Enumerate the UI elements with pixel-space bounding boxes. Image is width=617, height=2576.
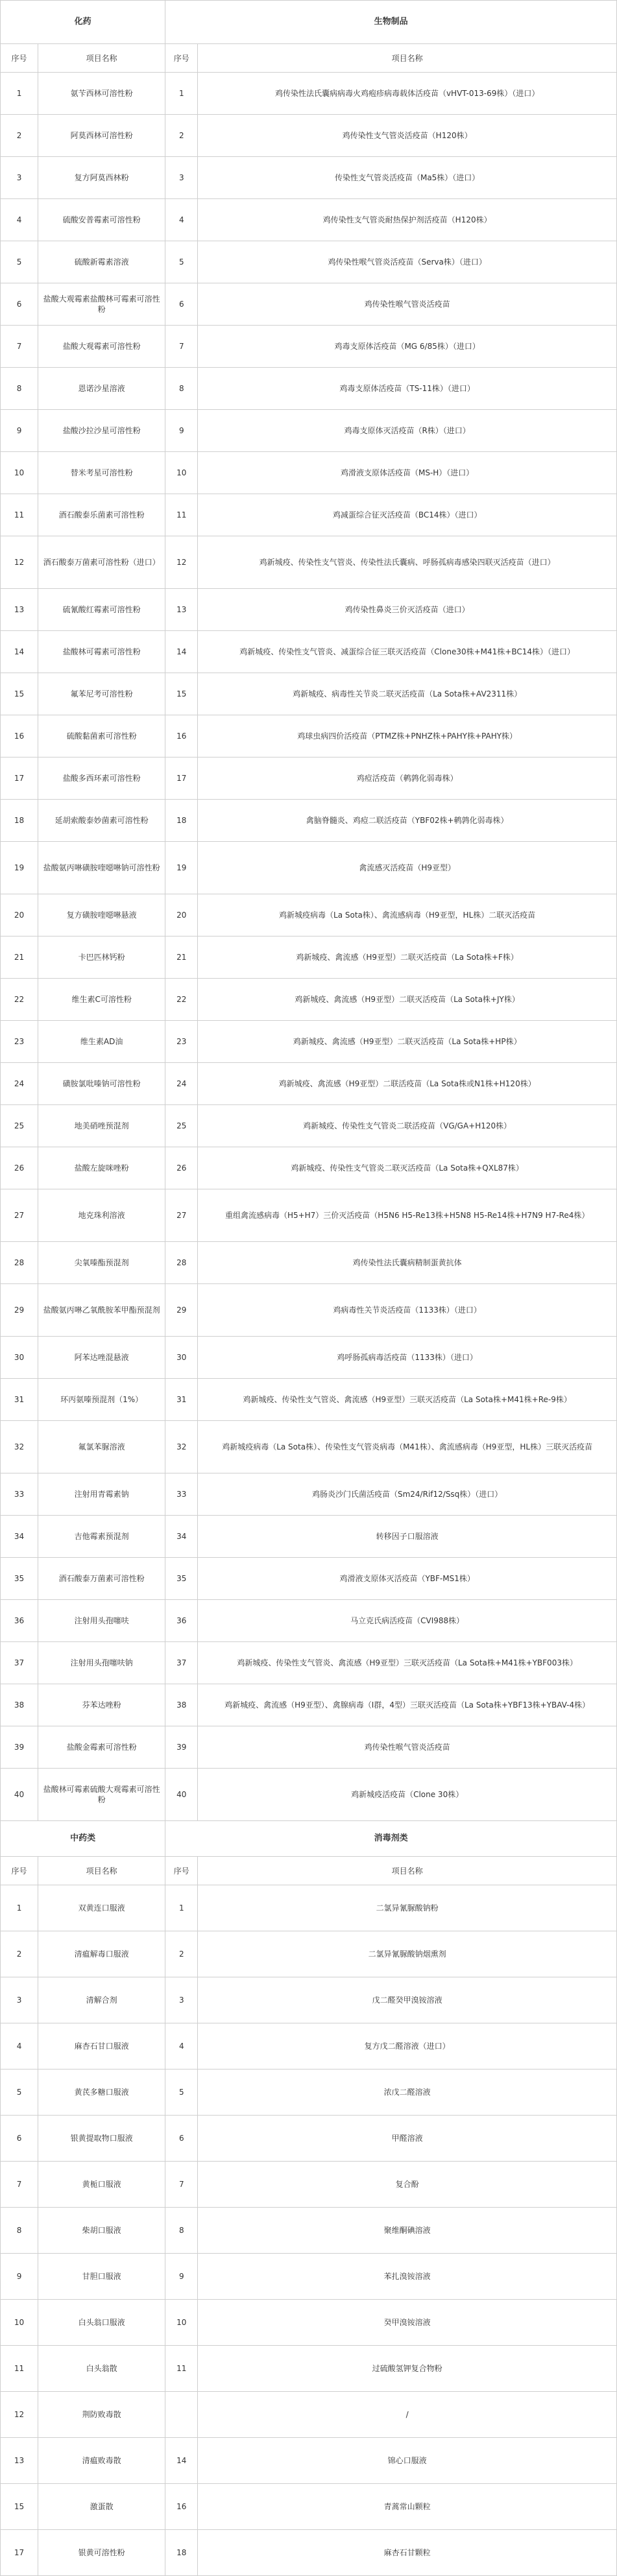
chem-row-number: 2 xyxy=(1,115,38,157)
tcm-item-name: 黄芪多糖口服液 xyxy=(38,2069,165,2116)
chem-item-name: 盐酸大观霉素盐酸林可霉素可溶性粉 xyxy=(38,283,165,326)
disinfectant-row-number: 7 xyxy=(165,2162,198,2208)
chem-item-name: 阿莫西林可溶性粉 xyxy=(38,115,165,157)
bio-row-number: 3 xyxy=(165,157,198,199)
table-row xyxy=(1,115,617,157)
chem-item-name: 硫氰酸红霉素可溶性粉 xyxy=(38,589,165,631)
table-row xyxy=(1,1726,617,1769)
chem-row-number: 17 xyxy=(1,757,38,800)
disinfectant-row-number: 14 xyxy=(165,2438,198,2484)
chem-item-name: 磺胺氯吡嗪钠可溶性粉 xyxy=(38,1063,165,1105)
chem-item-name: 硫酸黏菌素可溶性粉 xyxy=(38,715,165,757)
disinfectant-row-number: 9 xyxy=(165,2254,198,2300)
chem-item-name: 维生素AD油 xyxy=(38,1021,165,1063)
bio-row-number: 32 xyxy=(165,1421,198,1473)
table-row xyxy=(1,2116,617,2162)
bio-item-name: 鸡新城疫、传染性支气管炎、禽流感（H9亚型）三联灭活疫苗（La Sota株+M41株+YBF003株） xyxy=(198,1642,617,1684)
bio-item-name: 鸡减蛋综合征灭活疫苗（BC14株）（进口） xyxy=(198,494,617,536)
chem-row-number: 13 xyxy=(1,589,38,631)
bio-row-number: 2 xyxy=(165,115,198,157)
col-header-no: 序号 xyxy=(1,44,38,73)
table-row xyxy=(1,2438,617,2484)
table-row xyxy=(1,1516,617,1558)
bio-row-number: 22 xyxy=(165,979,198,1021)
tcm-item-name: 清瘟解毒口服液 xyxy=(38,1931,165,1977)
column-header-row xyxy=(1,1857,617,1885)
bio-row-number: 23 xyxy=(165,1021,198,1063)
bio-row-number: 28 xyxy=(165,1242,198,1284)
column-header-row xyxy=(1,44,617,73)
bio-item-name: 鸡新城疫、传染性支气管炎、传染性法氏囊病、呼肠孤病毒感染四联灭活疫苗（进口） xyxy=(198,536,617,589)
bio-row-number: 37 xyxy=(165,1642,198,1684)
disinfectant-item-name: 二氯异氰脲酸钠烟熏剂 xyxy=(198,1931,617,1977)
bio-row-number: 18 xyxy=(165,800,198,842)
chem-row-number: 19 xyxy=(1,842,38,894)
bio-row-number: 21 xyxy=(165,936,198,979)
bio-row-number: 30 xyxy=(165,1337,198,1379)
bio-item-name: 鸡传染性法氏囊病病毒火鸡疱疹病毒载体活疫苗（vHVT-013-69株）（进口） xyxy=(198,73,617,115)
section-title-chemical: 化药 xyxy=(1,1,165,44)
bio-item-name: 鸡呼肠孤病毒活疫苗（1133株）（进口） xyxy=(198,1337,617,1379)
bio-item-name: 鸡传染性支气管炎活疫苗（H120株） xyxy=(198,115,617,157)
bio-row-number: 25 xyxy=(165,1105,198,1147)
disinfectant-item-name: / xyxy=(198,2392,617,2438)
chem-item-name: 盐酸金霉素可溶性粉 xyxy=(38,1726,165,1769)
bio-item-name: 重组禽流感病毒（H5+H7）三价灭活疫苗（H5N6 H5-Re13株+H5N8 H5-Re14株+H7N9 H7-Re4株） xyxy=(198,1189,617,1242)
chem-item-name: 盐酸沙拉沙星可溶性粉 xyxy=(38,410,165,452)
chem-row-number: 10 xyxy=(1,452,38,494)
tcm-row-number: 8 xyxy=(1,2208,38,2254)
table-row xyxy=(1,283,617,326)
bio-row-number: 17 xyxy=(165,757,198,800)
bio-item-name: 鸡新城疫、传染性支气管炎、减蛋综合征三联灭活疫苗（Clone30株+M41株+BC14株）（进口） xyxy=(198,631,617,673)
disinfectant-row-number: 8 xyxy=(165,2208,198,2254)
bio-item-name: 鸡传染性喉气管炎活疫苗 xyxy=(198,283,617,326)
chem-item-name: 硫酸安普霉素可溶性粉 xyxy=(38,199,165,241)
table-row xyxy=(1,326,617,368)
bio-row-number: 20 xyxy=(165,894,198,936)
col-header-name: 项目名称 xyxy=(38,1857,165,1885)
bio-row-number: 29 xyxy=(165,1284,198,1337)
table-row xyxy=(1,1885,617,1931)
chem-row-number: 26 xyxy=(1,1147,38,1189)
chem-row-number: 25 xyxy=(1,1105,38,1147)
table-row xyxy=(1,1769,617,1821)
chem-row-number: 15 xyxy=(1,673,38,715)
disinfectant-row-number: 2 xyxy=(165,1931,198,1977)
table-row xyxy=(1,842,617,894)
bio-row-number: 27 xyxy=(165,1189,198,1242)
chem-row-number: 20 xyxy=(1,894,38,936)
table-row xyxy=(1,2254,617,2300)
tcm-row-number: 12 xyxy=(1,2392,38,2438)
table-row xyxy=(1,368,617,410)
tcm-item-name: 清瘟败毒散 xyxy=(38,2438,165,2484)
tcm-item-name: 激蛋散 xyxy=(38,2484,165,2530)
chem-item-name: 盐酸林可霉素可溶性粉 xyxy=(38,631,165,673)
table-row xyxy=(1,2023,617,2069)
chem-row-number: 12 xyxy=(1,536,38,589)
tcm-row-number: 4 xyxy=(1,2023,38,2069)
tcm-item-name: 荆防败毒散 xyxy=(38,2392,165,2438)
bio-row-number: 9 xyxy=(165,410,198,452)
table-row xyxy=(1,936,617,979)
chem-item-name: 延胡索酸泰妙菌素可溶性粉 xyxy=(38,800,165,842)
section-title-tcm: 中药类 xyxy=(1,1821,165,1857)
bio-item-name: 鸡新城疫、禽流感（H9亚型）二联活疫苗（La Sota株或N1株+H120株） xyxy=(198,1063,617,1105)
chem-item-name: 硫酸新霉素溶液 xyxy=(38,241,165,283)
chem-item-name: 盐酸左旋咪唑粉 xyxy=(38,1147,165,1189)
disinfectant-item-name: 甲醛溶液 xyxy=(198,2116,617,2162)
table-row xyxy=(1,1105,617,1147)
table-row xyxy=(1,1189,617,1242)
bio-row-number: 40 xyxy=(165,1769,198,1821)
bio-item-name: 鸡球虫病四价活疫苗（PTMZ株+PNHZ株+PAHY株+PAHY株） xyxy=(198,715,617,757)
table-row xyxy=(1,1600,617,1642)
disinfectant-item-name: 复合酚 xyxy=(198,2162,617,2208)
chem-row-number: 27 xyxy=(1,1189,38,1242)
chem-row-number: 11 xyxy=(1,494,38,536)
chem-item-name: 注射用青霉素钠 xyxy=(38,1473,165,1516)
chem-row-number: 8 xyxy=(1,368,38,410)
chem-row-number: 3 xyxy=(1,157,38,199)
table-row xyxy=(1,2208,617,2254)
table-row xyxy=(1,1284,617,1337)
disinfectant-item-name: 癸甲溴铵溶液 xyxy=(198,2300,617,2346)
chem-row-number: 24 xyxy=(1,1063,38,1105)
bio-row-number: 36 xyxy=(165,1600,198,1642)
tcm-row-number: 9 xyxy=(1,2254,38,2300)
disinfectant-row-number: 6 xyxy=(165,2116,198,2162)
table-row xyxy=(1,73,617,115)
chem-row-number: 21 xyxy=(1,936,38,979)
table-row xyxy=(1,2484,617,2530)
table-row xyxy=(1,1558,617,1600)
table-row xyxy=(1,2530,617,2576)
bio-row-number: 8 xyxy=(165,368,198,410)
bio-item-name: 鸡新城疫、传染性支气管炎二联活疫苗（VG/GA+H120株） xyxy=(198,1105,617,1147)
bio-item-name: 马立克氏病活疫苗（CVI988株） xyxy=(198,1600,617,1642)
table-row xyxy=(1,1021,617,1063)
chem-row-number: 22 xyxy=(1,979,38,1021)
table-row xyxy=(1,673,617,715)
col-header-no: 序号 xyxy=(165,44,198,73)
tcm-item-name: 银黄提取物口服液 xyxy=(38,2116,165,2162)
col-header-no: 序号 xyxy=(165,1857,198,1885)
chem-item-name: 盐酸大观霉素可溶性粉 xyxy=(38,326,165,368)
col-header-name: 项目名称 xyxy=(198,1857,617,1885)
chem-row-number: 37 xyxy=(1,1642,38,1684)
table-row xyxy=(1,1684,617,1726)
chem-item-name: 氟氯苯脲溶液 xyxy=(38,1421,165,1473)
chem-row-number: 33 xyxy=(1,1473,38,1516)
chem-item-name: 氨苄西林可溶性粉 xyxy=(38,73,165,115)
tcm-item-name: 黄栀口服液 xyxy=(38,2162,165,2208)
disinfectant-item-name: 过硫酸氢钾复合物粉 xyxy=(198,2346,617,2392)
tcm-row-number: 11 xyxy=(1,2346,38,2392)
bio-item-name: 鸡新城疫、禽流感（H9亚型）二联灭活疫苗（La Sota株+F株） xyxy=(198,936,617,979)
bio-item-name: 鸡新城疫、禽流感（H9亚型）、禽腺病毒（I群，4型）三联灭活疫苗（La Sota株+YBF13株+YBAV-4株） xyxy=(198,1684,617,1726)
table-row xyxy=(1,589,617,631)
col-header-no: 序号 xyxy=(1,1857,38,1885)
chem-item-name: 地克珠利溶液 xyxy=(38,1189,165,1242)
table-row xyxy=(1,536,617,589)
chem-row-number: 28 xyxy=(1,1242,38,1284)
chem-row-number: 9 xyxy=(1,410,38,452)
table-row xyxy=(1,494,617,536)
chem-item-name: 卡巴匹林钙粉 xyxy=(38,936,165,979)
tcm-item-name: 双黄连口服液 xyxy=(38,1885,165,1931)
bio-row-number: 34 xyxy=(165,1516,198,1558)
bio-item-name: 鸡毒支原体活疫苗（MG 6/85株）（进口） xyxy=(198,326,617,368)
section-header-row xyxy=(1,1821,617,1857)
tcm-row-number: 15 xyxy=(1,2484,38,2530)
bio-item-name: 鸡肠炎沙门氏菌活疫苗（Sm24/Rif12/Ssq株）（进口） xyxy=(198,1473,617,1516)
bio-item-name: 鸡新城疫活疫苗（Clone 30株） xyxy=(198,1769,617,1821)
disinfectant-row-number: 1 xyxy=(165,1885,198,1931)
disinfectant-item-name: 锦心口服液 xyxy=(198,2438,617,2484)
bio-item-name: 鸡新城疫、禽流感（H9亚型）二联灭活疫苗（La Sota株+HP株） xyxy=(198,1021,617,1063)
chem-item-name: 复方阿莫西林粉 xyxy=(38,157,165,199)
bio-item-name: 禽流感灭活疫苗（H9亚型） xyxy=(198,842,617,894)
chem-item-name: 替米考星可溶性粉 xyxy=(38,452,165,494)
bio-row-number: 4 xyxy=(165,199,198,241)
tcm-item-name: 白头翁口服液 xyxy=(38,2300,165,2346)
table-row xyxy=(1,2069,617,2116)
disinfectant-row-number: 18 xyxy=(165,2530,198,2576)
table-row xyxy=(1,1931,617,1977)
table-row xyxy=(1,715,617,757)
table-row xyxy=(1,241,617,283)
tcm-row-number: 17 xyxy=(1,2530,38,2576)
bio-item-name: 鸡痘活疫苗（鹌鹑化弱毒株） xyxy=(198,757,617,800)
chem-row-number: 1 xyxy=(1,73,38,115)
chem-item-name: 尖氧嗪酯预混剂 xyxy=(38,1242,165,1284)
chem-row-number: 39 xyxy=(1,1726,38,1769)
bio-item-name: 禽脑脊髓炎、鸡痘二联活疫苗（YBF02株+鹌鹑化弱毒株） xyxy=(198,800,617,842)
tcm-row-number: 13 xyxy=(1,2438,38,2484)
bio-row-number: 15 xyxy=(165,673,198,715)
chem-row-number: 16 xyxy=(1,715,38,757)
chem-item-name: 注射用头孢噻呋钠 xyxy=(38,1642,165,1684)
disinfectant-item-name: 戊二醛癸甲溴铵溶液 xyxy=(198,1977,617,2023)
table-row xyxy=(1,1642,617,1684)
table-row xyxy=(1,631,617,673)
disinfectant-item-name: 复方戊二醛溶液（进口） xyxy=(198,2023,617,2069)
bio-item-name: 鸡新城疫病毒（La Sota株）、禽流感病毒（H9亚型，HL株）二联灭活疫苗 xyxy=(198,894,617,936)
chem-item-name: 盐酸多西环素可溶性粉 xyxy=(38,757,165,800)
bio-item-name: 转移因子口服溶液 xyxy=(198,1516,617,1558)
bio-row-number: 16 xyxy=(165,715,198,757)
chem-item-name: 盐酸氨丙啉乙氧酰胺苯甲酯预混剂 xyxy=(38,1284,165,1337)
chem-row-number: 36 xyxy=(1,1600,38,1642)
tcm-row-number: 6 xyxy=(1,2116,38,2162)
chem-item-name: 酒石酸泰乐菌素可溶性粉 xyxy=(38,494,165,536)
disinfectant-row-number: 11 xyxy=(165,2346,198,2392)
chem-item-name: 吉他霉素预混剂 xyxy=(38,1516,165,1558)
bio-item-name: 鸡毒支原体活疫苗（TS-11株）（进口） xyxy=(198,368,617,410)
disinfectant-row-number: 10 xyxy=(165,2300,198,2346)
table-row xyxy=(1,1977,617,2023)
chem-item-name: 酒石酸泰万菌素可溶性粉（进口） xyxy=(38,536,165,589)
bio-item-name: 鸡新城疫、病毒性关节炎二联灭活疫苗（La Sota株+AV2311株） xyxy=(198,673,617,715)
col-header-name: 项目名称 xyxy=(198,44,617,73)
bio-row-number: 11 xyxy=(165,494,198,536)
bio-row-number: 31 xyxy=(165,1379,198,1421)
bio-row-number: 13 xyxy=(165,589,198,631)
table-row xyxy=(1,979,617,1021)
section-title-disinfectant: 消毒剂类 xyxy=(165,1821,617,1857)
bio-item-name: 鸡新城疫、传染性支气管炎、禽流感（H9亚型）三联灭活疫苗（La Sota株+M41株+Re-9株） xyxy=(198,1379,617,1421)
bio-row-number: 35 xyxy=(165,1558,198,1600)
tcm-item-name: 白头翁散 xyxy=(38,2346,165,2392)
disinfectant-item-name: 青蒿常山颗粒 xyxy=(198,2484,617,2530)
table-row xyxy=(1,1379,617,1421)
chem-item-name: 芬苯达唑粉 xyxy=(38,1684,165,1726)
disinfectant-item-name: 麻杏石甘颗粒 xyxy=(198,2530,617,2576)
chem-row-number: 29 xyxy=(1,1284,38,1337)
bio-row-number: 33 xyxy=(165,1473,198,1516)
table-row xyxy=(1,2162,617,2208)
bio-item-name: 鸡新城疫、传染性支气管炎二联灭活疫苗（La Sota株+QXL87株） xyxy=(198,1147,617,1189)
chem-row-number: 23 xyxy=(1,1021,38,1063)
chem-item-name: 地美硝唑预混剂 xyxy=(38,1105,165,1147)
chem-row-number: 30 xyxy=(1,1337,38,1379)
chem-row-number: 18 xyxy=(1,800,38,842)
table-row xyxy=(1,1421,617,1473)
table-row xyxy=(1,800,617,842)
table-row xyxy=(1,1242,617,1284)
bio-item-name: 传染性支气管炎活疫苗（Ma5株）（进口） xyxy=(198,157,617,199)
disinfectant-row-number: 4 xyxy=(165,2023,198,2069)
bio-row-number: 39 xyxy=(165,1726,198,1769)
chem-row-number: 6 xyxy=(1,283,38,326)
chem-row-number: 31 xyxy=(1,1379,38,1421)
chem-row-number: 38 xyxy=(1,1684,38,1726)
tcm-item-name: 清解合剂 xyxy=(38,1977,165,2023)
bio-row-number: 24 xyxy=(165,1063,198,1105)
tcm-row-number: 7 xyxy=(1,2162,38,2208)
tcm-row-number: 5 xyxy=(1,2069,38,2116)
chem-item-name: 环丙氨嗪预混剂（1%） xyxy=(38,1379,165,1421)
tcm-item-name: 麻杏石甘口服液 xyxy=(38,2023,165,2069)
chem-item-name: 注射用头孢噻呋 xyxy=(38,1600,165,1642)
bio-item-name: 鸡传染性支气管炎耐热保护剂活疫苗（H120株） xyxy=(198,199,617,241)
chem-row-number: 5 xyxy=(1,241,38,283)
table-row xyxy=(1,1473,617,1516)
bio-item-name: 鸡病毒性关节炎活疫苗（1133株）（进口） xyxy=(198,1284,617,1337)
bio-row-number: 26 xyxy=(165,1147,198,1189)
bio-row-number: 6 xyxy=(165,283,198,326)
bio-item-name: 鸡新城疫、禽流感（H9亚型）二联灭活疫苗（La Sota株+JY株） xyxy=(198,979,617,1021)
bio-row-number: 12 xyxy=(165,536,198,589)
bio-row-number: 14 xyxy=(165,631,198,673)
bio-row-number: 19 xyxy=(165,842,198,894)
bio-row-number: 7 xyxy=(165,326,198,368)
chem-item-name: 氟苯尼考可溶性粉 xyxy=(38,673,165,715)
table-row xyxy=(1,410,617,452)
chem-item-name: 酒石酸泰万菌素可溶性粉 xyxy=(38,1558,165,1600)
bio-item-name: 鸡传染性喉气管炎活疫苗（Serva株）（进口） xyxy=(198,241,617,283)
table-row xyxy=(1,1337,617,1379)
table-row xyxy=(1,199,617,241)
table-row xyxy=(1,2300,617,2346)
chem-item-name: 维生素C可溶性粉 xyxy=(38,979,165,1021)
chem-row-number: 4 xyxy=(1,199,38,241)
tcm-item-name: 甘胆口服液 xyxy=(38,2254,165,2300)
chem-item-name: 盐酸氨丙啉磺胺喹噁啉钠可溶性粉 xyxy=(38,842,165,894)
bio-item-name: 鸡毒支原体灭活疫苗（R株）（进口） xyxy=(198,410,617,452)
table-row xyxy=(1,757,617,800)
tcm-row-number: 2 xyxy=(1,1931,38,1977)
bio-row-number: 10 xyxy=(165,452,198,494)
disinfectant-item-name: 苯扎溴铵溶液 xyxy=(198,2254,617,2300)
chem-row-number: 32 xyxy=(1,1421,38,1473)
disinfectant-row-number: 5 xyxy=(165,2069,198,2116)
section-header-row xyxy=(1,1,617,44)
bio-item-name: 鸡滑液支原体灭活疫苗（YBF-MS1株） xyxy=(198,1558,617,1600)
bio-item-name: 鸡滑液支原体活疫苗（MS-H）（进口） xyxy=(198,452,617,494)
disinfectant-item-name: 二氯异氰脲酸钠粉 xyxy=(198,1885,617,1931)
chem-row-number: 7 xyxy=(1,326,38,368)
chem-item-name: 复方磺胺喹噁啉悬液 xyxy=(38,894,165,936)
bio-row-number: 5 xyxy=(165,241,198,283)
bio-item-name: 鸡传染性法氏囊病精制蛋黄抗体 xyxy=(198,1242,617,1284)
chem-item-name: 恩诺沙星溶液 xyxy=(38,368,165,410)
disinfectant-row-number: 16 xyxy=(165,2484,198,2530)
disinfectant-item-name: 浓戊二醛溶液 xyxy=(198,2069,617,2116)
table-row xyxy=(1,157,617,199)
tcm-row-number: 10 xyxy=(1,2300,38,2346)
table-row xyxy=(1,894,617,936)
section-title-biological: 生物制品 xyxy=(165,1,617,44)
chem-row-number: 34 xyxy=(1,1516,38,1558)
chem-row-number: 40 xyxy=(1,1769,38,1821)
bio-row-number: 1 xyxy=(165,73,198,115)
tcm-row-number: 1 xyxy=(1,1885,38,1931)
bio-item-name: 鸡传染性鼻炎三价灭活疫苗（进口） xyxy=(198,589,617,631)
disinfectant-item-name: 聚维酮碘溶液 xyxy=(198,2208,617,2254)
table-row xyxy=(1,452,617,494)
table-row xyxy=(1,1063,617,1105)
chem-item-name: 阿苯达唑混悬液 xyxy=(38,1337,165,1379)
bio-item-name: 鸡新城疫病毒（La Sota株）、传染性支气管炎病毒（M41株）、禽流感病毒（H9亚型，HL株）三联灭活疫苗 xyxy=(198,1421,617,1473)
chem-row-number: 14 xyxy=(1,631,38,673)
table-body xyxy=(1,1,617,2576)
table-row xyxy=(1,2392,617,2438)
chem-row-number: 35 xyxy=(1,1558,38,1600)
tcm-item-name: 银黄可溶性粉 xyxy=(38,2530,165,2576)
chem-item-name: 盐酸林可霉素硫酸大观霉素可溶性粉 xyxy=(38,1769,165,1821)
col-header-name: 项目名称 xyxy=(38,44,165,73)
disinfectant-row-number xyxy=(165,2392,198,2438)
bio-row-number: 38 xyxy=(165,1684,198,1726)
table-row xyxy=(1,2346,617,2392)
bio-item-name: 鸡传染性喉气管炎活疫苗 xyxy=(198,1726,617,1769)
tcm-row-number: 3 xyxy=(1,1977,38,2023)
tcm-item-name: 柴胡口服液 xyxy=(38,2208,165,2254)
disinfectant-row-number: 3 xyxy=(165,1977,198,2023)
table-row xyxy=(1,1147,617,1189)
